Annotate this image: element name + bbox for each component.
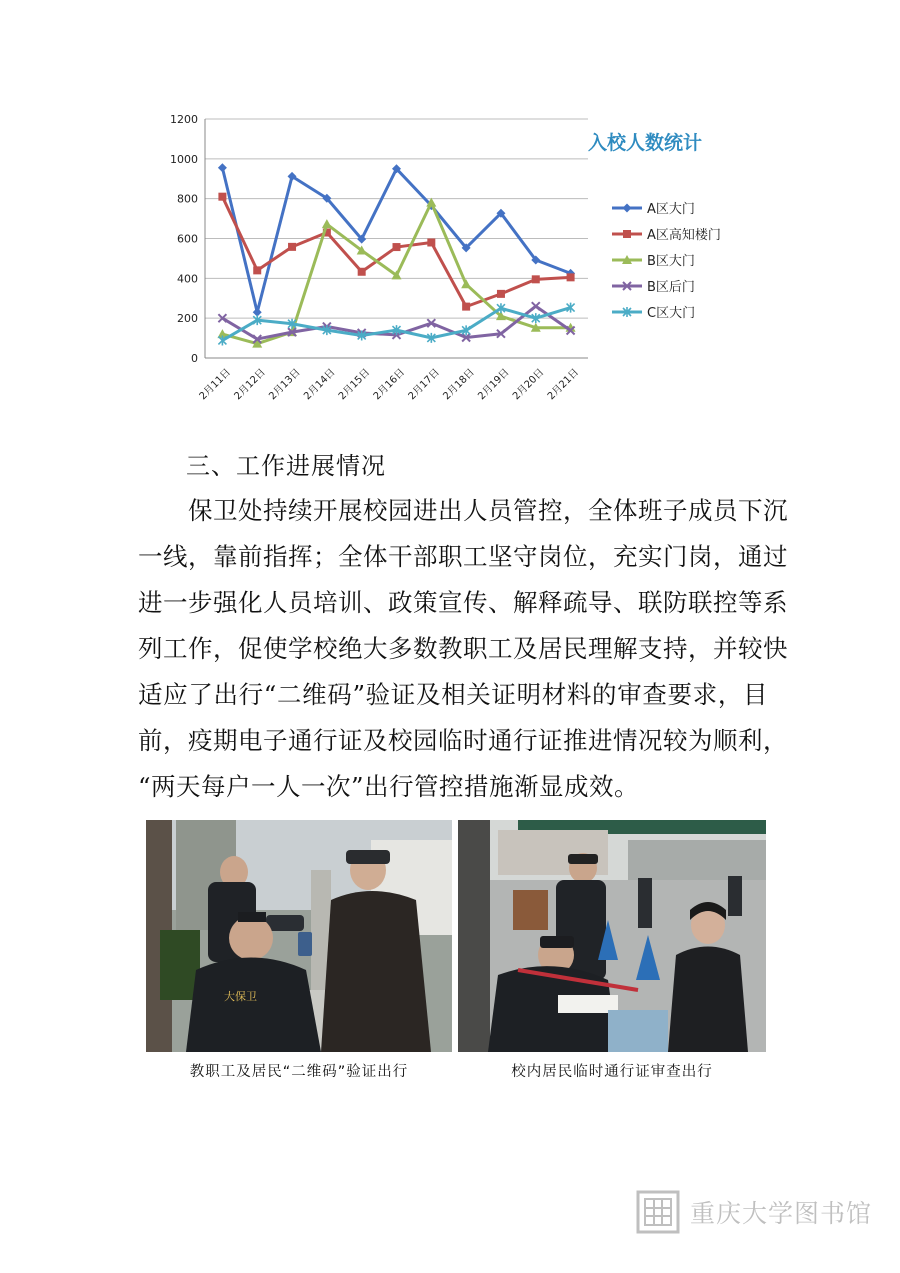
x-axis-ticks bbox=[197, 366, 581, 402]
photo-caption: 教职工及居民“二维码”验证出行 bbox=[189, 1064, 409, 1080]
data-point bbox=[218, 163, 227, 172]
data-point bbox=[393, 243, 401, 251]
chart-series bbox=[217, 163, 575, 347]
legend-label: A区大门 bbox=[647, 202, 695, 217]
paragraph-line: 一线，靠前指挥；全体干部职工坚守岗位，充实门岗，通过 bbox=[138, 542, 788, 571]
data-point bbox=[567, 273, 575, 281]
photo-caption: 校内居民临时通行证审查出行 bbox=[511, 1064, 713, 1080]
x-tick-label: 2月21日 bbox=[545, 366, 582, 403]
y-tick-label: 1000 bbox=[170, 152, 198, 166]
data-point bbox=[461, 279, 471, 288]
y-tick-label: 400 bbox=[177, 272, 198, 286]
legend-label: B区大门 bbox=[647, 254, 695, 269]
series-line bbox=[222, 197, 570, 307]
data-point bbox=[288, 243, 296, 251]
paragraph-line: “两天每户一人一次”出行管控措施渐显成效。 bbox=[138, 772, 640, 801]
section-paragraph bbox=[138, 488, 788, 810]
data-point bbox=[253, 266, 261, 274]
data-point bbox=[497, 290, 505, 298]
entry-count-line-chart bbox=[150, 105, 750, 435]
chart-legend bbox=[612, 201, 721, 321]
legend-label: B区后门 bbox=[647, 280, 695, 295]
library-seal-icon bbox=[636, 1190, 680, 1234]
x-tick-label: 2月12日 bbox=[232, 366, 268, 403]
legend-label: C区大门 bbox=[647, 306, 696, 321]
x-tick-label: 2月20日 bbox=[511, 366, 547, 403]
series-line bbox=[222, 168, 570, 312]
x-tick-label: 2月16日 bbox=[371, 366, 408, 403]
y-tick-label: 1200 bbox=[170, 113, 198, 126]
paragraph-line: 列工作，促使学校绝大多数教职工及居民理解支持，并较快 bbox=[138, 634, 788, 663]
paragraph-line: 前，疫期电子通行证及校园临时通行证推进情况较为顺利， bbox=[138, 726, 788, 755]
chart-title: 入校人数统计 bbox=[588, 132, 703, 154]
paragraph-line: 进一步强化人员培训、政策宣传、解释疏导、联防联控等系 bbox=[138, 588, 788, 617]
data-point bbox=[532, 275, 540, 283]
data-point bbox=[623, 204, 632, 213]
y-tick-label: 200 bbox=[177, 312, 198, 326]
legend-label: A区高知楼门 bbox=[647, 228, 721, 243]
photo-qr-verification bbox=[146, 820, 452, 1052]
data-point bbox=[358, 268, 366, 276]
data-point bbox=[532, 302, 540, 310]
y-tick-label: 0 bbox=[191, 352, 198, 365]
x-tick-label: 2月18日 bbox=[441, 366, 477, 403]
x-tick-label: 2月17日 bbox=[406, 366, 442, 403]
x-tick-label: 2月11日 bbox=[197, 366, 234, 403]
data-point bbox=[218, 193, 226, 201]
series-diamond bbox=[218, 163, 575, 316]
data-point bbox=[462, 303, 470, 311]
data-point bbox=[623, 230, 631, 238]
x-tick-label: 2月13日 bbox=[267, 366, 303, 403]
x-tick-label: 2月15日 bbox=[336, 366, 373, 403]
photo-pass-inspection bbox=[458, 820, 766, 1052]
y-tick-label: 600 bbox=[177, 232, 198, 246]
paragraph-line: 保卫处持续开展校园进出人员管控，全体班子成员下沉 bbox=[188, 496, 788, 525]
y-axis-ticks bbox=[170, 113, 198, 365]
library-watermark bbox=[636, 1190, 872, 1234]
section-heading: 三、工作进展情况 bbox=[186, 452, 386, 480]
x-tick-label: 2月14日 bbox=[302, 366, 338, 403]
paragraph-line: 适应了出行“二维码”验证及相关证明材料的审查要求，目 bbox=[138, 680, 768, 709]
data-point bbox=[322, 219, 332, 228]
y-tick-label: 800 bbox=[177, 192, 198, 206]
x-tick-label: 2月19日 bbox=[476, 366, 512, 403]
photo-vest-text: 大保卫 bbox=[224, 990, 257, 1003]
watermark-text: 重庆大学图书馆 bbox=[690, 1199, 873, 1228]
data-point bbox=[427, 238, 435, 246]
